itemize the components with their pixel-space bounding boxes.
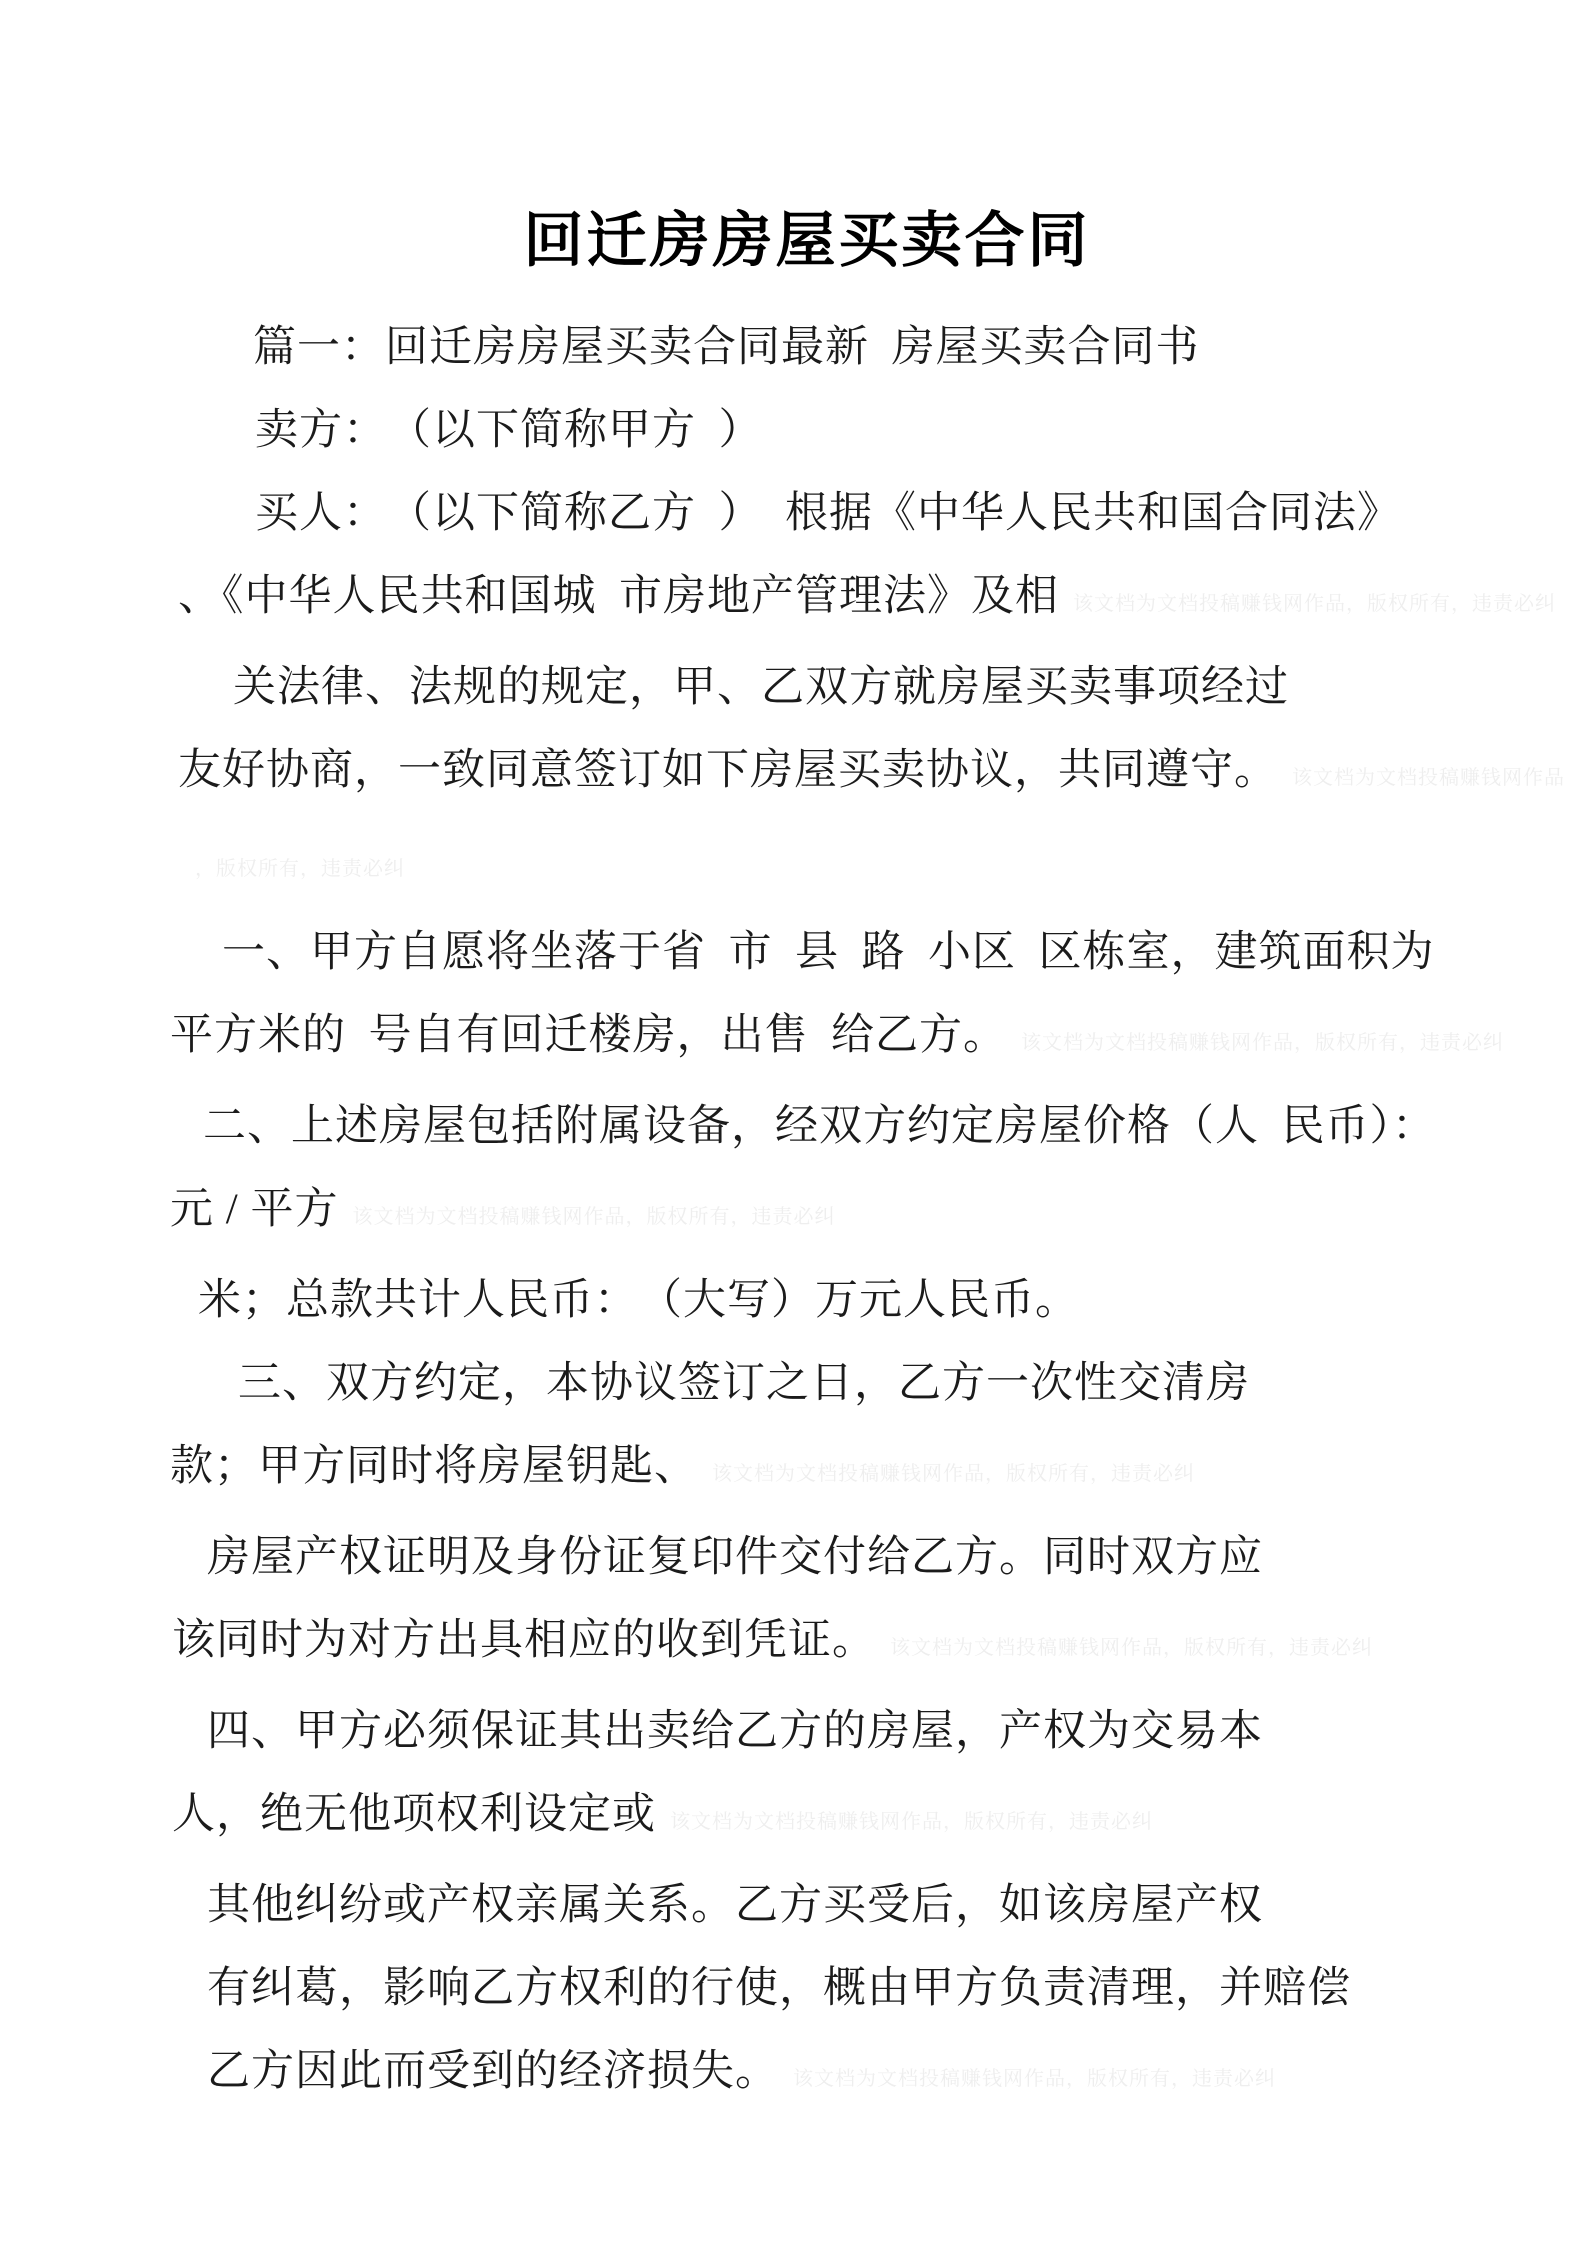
line-text: 平方米的 号自有回迁楼房，出售 给乙方。 bbox=[170, 1012, 1007, 1059]
document-title: 回迁房房屋买卖合同 bbox=[523, 207, 1091, 274]
watermark-line bbox=[195, 820, 1444, 911]
paragraph-line bbox=[253, 306, 1444, 389]
paragraph-line bbox=[207, 1947, 1444, 2030]
line-text: 二、上述房屋包括附属设备，经双方约定房屋价格（人 民币）： bbox=[203, 1103, 1436, 1150]
paragraph-line bbox=[178, 729, 1565, 820]
watermark-text: 该文档为文档投稿赚钱网作品，版权所有，违责必纠 bbox=[793, 2068, 1276, 2090]
paragraph-line bbox=[207, 1516, 1444, 1599]
paragraph-line-clause-1 bbox=[222, 911, 1444, 994]
line-text: 有纠葛，影响乙方权利的行使，概由甲方负责清理，并赔偿 bbox=[207, 1965, 1351, 2012]
line-text: 房屋产权证明及身份证复印件交付给乙方。同时双方应 bbox=[207, 1534, 1263, 1581]
line-text: 元 / 平方 bbox=[170, 1186, 339, 1233]
line-text: 友好协商，一致同意签订如下房屋买卖协议，共同遵守。 bbox=[178, 747, 1278, 794]
line-text: 该同时为对方出具相应的收到凭证。 bbox=[172, 1617, 876, 1664]
paragraph-line-seller bbox=[255, 389, 1444, 472]
paragraph-line bbox=[207, 1864, 1444, 1947]
paragraph-line-clause-2 bbox=[203, 1085, 1444, 1168]
paragraph-line bbox=[178, 555, 1556, 646]
watermark-text: ，版权所有，违责必纠 bbox=[195, 858, 405, 880]
watermark-text: 该文档为文档投稿赚钱网作品，版权所有，违责必纠 bbox=[670, 1811, 1153, 1833]
line-text: 四、甲方必须保证其出卖给乙方的房屋，产权为交易本 bbox=[207, 1708, 1263, 1755]
watermark-text: 该文档为文档投稿赚钱网作品，版权所有，违责必纠 bbox=[712, 1463, 1195, 1485]
watermark-text: 该文档为文档投稿赚钱网作品 bbox=[1292, 767, 1565, 789]
line-text: 卖方： （以下简称甲方 ） bbox=[255, 407, 763, 454]
line-text: 其他纠纷或产权亲属关系。乙方买受后，如该房屋产权 bbox=[207, 1882, 1263, 1929]
paragraph-line bbox=[170, 1425, 1444, 1516]
watermark-text: 该文档为文档投稿赚钱网作品，版权所有，违责必纠 bbox=[1073, 593, 1556, 615]
watermark-text: 该文档为文档投稿赚钱网作品，版权所有，违责必纠 bbox=[352, 1206, 836, 1228]
watermark-text: 该文档为文档投稿赚钱网作品，版权所有，违责必纠 bbox=[1021, 1032, 1504, 1054]
paragraph-line-buyer bbox=[255, 472, 1444, 555]
watermark-text: 该文档为文档投稿赚钱网作品，版权所有，违责必纠 bbox=[890, 1637, 1373, 1659]
line-text: 、《中华人民共和国城 市房地产管理法》及相 bbox=[178, 573, 1059, 620]
document-body bbox=[170, 306, 1565, 2121]
paragraph-line bbox=[170, 1168, 1444, 1259]
paragraph-line bbox=[233, 646, 1444, 729]
line-text: 人，绝无他项权利设定或 bbox=[172, 1791, 656, 1838]
paragraph-line-clause-3 bbox=[238, 1342, 1444, 1425]
paragraph-line bbox=[198, 1259, 1444, 1342]
line-text: 款；甲方同时将房屋钥匙、 bbox=[170, 1443, 698, 1490]
paragraph-line-clause-4 bbox=[207, 1690, 1444, 1773]
line-text: 一、甲方自愿将坐落于省 市 县 路 小区 区栋室，建筑面积为 bbox=[222, 929, 1435, 976]
line-text: 三、双方约定，本协议签订之日，乙方一次性交清房 bbox=[238, 1360, 1250, 1407]
paragraph-line bbox=[172, 1773, 1444, 1864]
line-text: 买人： （以下简称乙方 ） 根据《中华人民共和国合同法》 bbox=[255, 490, 1401, 537]
line-text: 米；总款共计人民币： （大写）万元人民币。 bbox=[198, 1277, 1079, 1324]
paragraph-line bbox=[207, 2030, 1444, 2121]
paragraph-line bbox=[170, 994, 1504, 1085]
paragraph-line bbox=[172, 1599, 1444, 1690]
line-text: 篇一：回迁房房屋买卖合同最新 房屋买卖合同书 bbox=[253, 324, 1200, 371]
line-text: 关法律、法规的规定，甲、乙双方就房屋买卖事项经过 bbox=[233, 664, 1289, 711]
line-text: 乙方因此而受到的经济损失。 bbox=[207, 2048, 779, 2095]
